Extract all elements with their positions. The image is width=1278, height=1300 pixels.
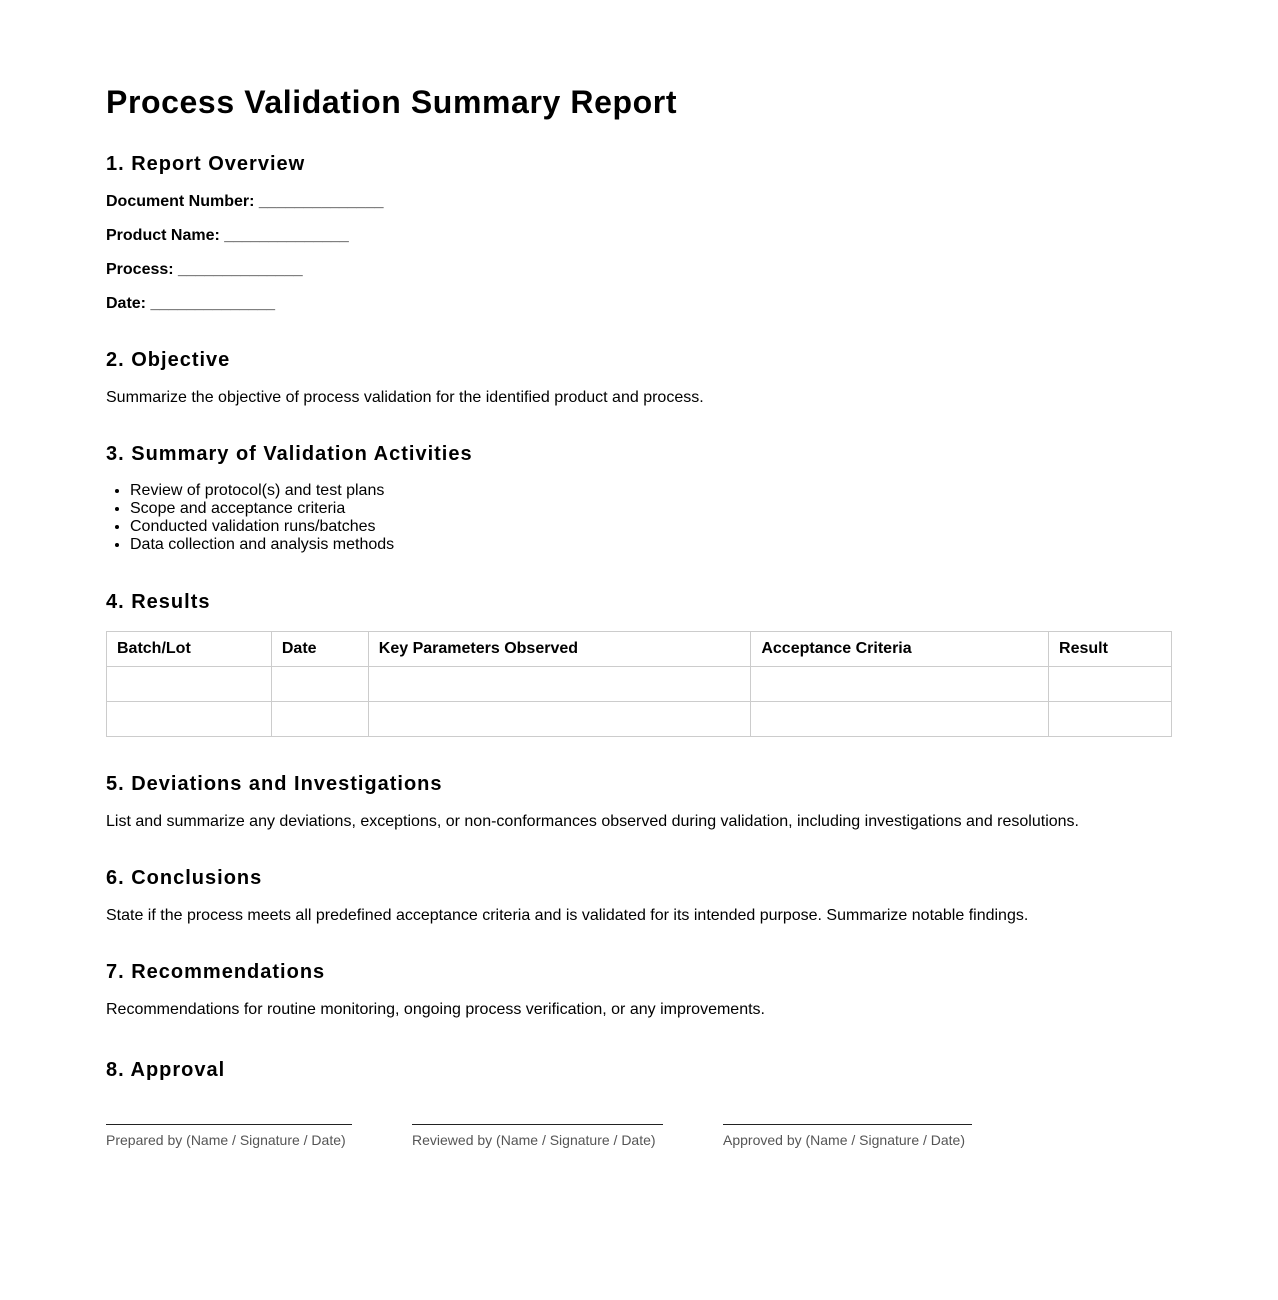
list-item: • Conducted validation runs/batches (130, 518, 394, 536)
signature-label: Reviewed by (Name / Signature / Date) (412, 1132, 656, 1148)
section-heading-activities: 3. Summary of Validation Activities (106, 443, 473, 465)
field-blank: ______________ (224, 227, 349, 244)
column-header-acceptance-criteria: Acceptance Criteria (751, 632, 1049, 667)
field-document-number (106, 192, 383, 212)
signature-line (723, 1124, 972, 1125)
column-header-batch-lot: Batch/Lot (107, 632, 272, 667)
activities-list (106, 482, 394, 554)
field-label: Product Name: (106, 227, 220, 244)
field-date (106, 294, 275, 314)
table-cell (107, 702, 272, 737)
column-header-date: Date (271, 632, 368, 667)
signature-label: Approved by (Name / Signature / Date) (723, 1132, 966, 1148)
signature-line (106, 1124, 352, 1125)
field-process (106, 260, 303, 280)
section-heading-deviations: 5. Deviations and Investigations (106, 773, 443, 795)
table-cell (271, 667, 368, 702)
list-item: • Data collection and analysis methods (130, 536, 394, 554)
field-blank: ______________ (150, 295, 276, 312)
section-heading-conclusions: 6. Conclusions (106, 867, 263, 889)
list-item: • Scope and acceptance criteria (130, 500, 394, 518)
field-label: Document Number: (106, 193, 255, 210)
section-heading-approval: 8. Approval (106, 1059, 226, 1081)
signature-block-approved (723, 1124, 972, 1149)
signature-label: Prepared by (Name / Signature / Date) (106, 1132, 346, 1148)
recommendations-text: Recommendations for routine monitoring, ongoing process verification, or any improvements. (106, 1001, 765, 1018)
field-blank: ______________ (178, 261, 303, 278)
section-heading-objective: 2. Objective (106, 349, 231, 371)
field-label: Process: (106, 261, 174, 278)
section-heading-recommendations: 7. Recommendations (106, 961, 326, 983)
deviations-text: List and summarize any deviations, exceptions, or non-conformances observed during validation, including investigations and resolutions. (106, 813, 1079, 830)
field-label: Date: (106, 295, 147, 312)
signature-block-reviewed (412, 1124, 663, 1149)
field-blank: ______________ (258, 193, 384, 210)
section-heading-results: 4. Results (106, 591, 211, 613)
table-row (107, 702, 1172, 737)
column-header-key-parameters: Key Parameters Observed (368, 632, 751, 667)
table-cell (1049, 702, 1172, 737)
table-cell (368, 667, 751, 702)
page-title: Process Validation Summary Report (106, 84, 678, 120)
table-row (107, 667, 1172, 702)
table-cell (1049, 667, 1172, 702)
results-table (106, 631, 1172, 737)
objective-text: Summarize the objective of process validation for the identified product and process. (106, 389, 704, 406)
signature-line (412, 1124, 663, 1125)
section-heading-overview: 1. Report Overview (106, 153, 306, 175)
list-item: • Review of protocol(s) and test plans (130, 482, 394, 500)
signature-block-prepared (106, 1124, 352, 1149)
column-header-result: Result (1049, 632, 1172, 667)
conclusions-text: State if the process meets all predefined acceptance criteria and is validated for its intended purpose. Summarize notable findings. (106, 907, 1029, 924)
table-cell (107, 667, 272, 702)
table-cell (368, 702, 751, 737)
table-cell (271, 702, 368, 737)
table-cell (751, 702, 1049, 737)
table-cell (751, 667, 1049, 702)
field-product-name (106, 226, 349, 246)
table-header-row (107, 632, 1172, 667)
